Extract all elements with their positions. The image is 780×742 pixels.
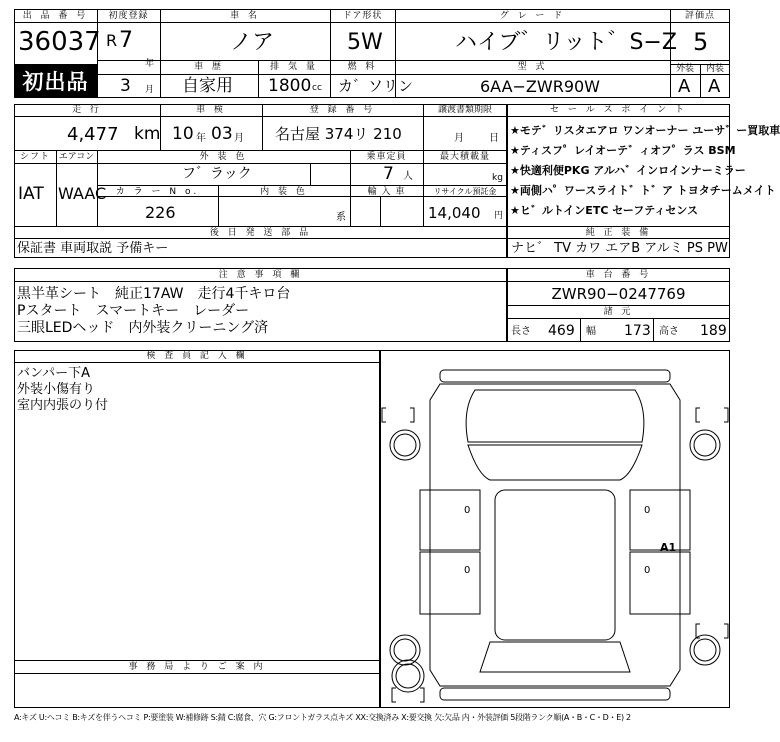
model-name-label: 車 名 [230, 11, 260, 21]
stock-no-label: 出 品 番 号 [22, 11, 89, 21]
car-outline-diagram [380, 350, 730, 708]
left-rear-door [420, 552, 480, 614]
reg-year: 7 [119, 28, 133, 53]
inspector-line-3: 室内内張のり付 [17, 398, 109, 413]
capacity-label: 乗車定員 [366, 152, 407, 162]
front-bumper [440, 370, 670, 382]
chassis-label: 車 台 番 号 [585, 270, 652, 280]
recycle-amount: 14,040 [428, 204, 481, 222]
note-line-1: 黒半革シート 純正17AW 走行4千キロ台 [17, 286, 291, 302]
color-no: 226 [145, 203, 176, 222]
ext-color: フ゛ラック [182, 166, 252, 182]
stock-no: 36037 [18, 27, 101, 57]
dims-label: 諸 元 [603, 307, 634, 317]
int-color-unit: 系 [336, 212, 346, 223]
interior-label: 内装 [705, 64, 724, 74]
first-listing-badge: 初出品 [14, 64, 97, 98]
fuel-label: 燃 料 [347, 62, 378, 72]
aircon: WAAC [58, 184, 107, 203]
width: 173 [624, 323, 651, 339]
recycle-unit: 円 [494, 211, 504, 221]
inspector-label: 検 査 員 記 入 欄 [146, 351, 248, 361]
load-unit: kg [492, 173, 503, 183]
height: 189 [700, 323, 727, 339]
plate: 名古屋 374リ 210 [275, 125, 402, 143]
right-rear-door [630, 552, 690, 614]
rear-bumper [440, 688, 670, 700]
cc-unit: cc [312, 83, 322, 93]
mark-right-rear-door-extra: A1 [660, 541, 677, 554]
shift: IAT [18, 184, 44, 204]
note-line-2: Pスタート スマートキー レーダー [17, 303, 250, 319]
reg-month-unit: 月 [145, 85, 155, 95]
door-type: 5W [347, 30, 383, 55]
inspector-line-2: 外装小傷有り [17, 382, 96, 397]
deadline-month-unit: 月 [454, 133, 464, 144]
recycle-label: リサイクル預託金 [433, 187, 497, 196]
reg-era: R [106, 31, 118, 50]
mileage: 4,477 [67, 124, 119, 145]
inspector-line-1: バンパー下A [17, 366, 90, 381]
first-reg-label: 初度登録 [108, 11, 149, 21]
sales-point-1: ★モテ゛リスタエアロ ワンオーナー ユーサ゛ー買取車 [510, 124, 780, 137]
exterior-label: 外装 [675, 64, 694, 74]
mark-left-front-door: 0 [464, 505, 471, 516]
hood [466, 390, 644, 442]
model-name: ノア [230, 30, 275, 55]
genuine-label: 純 正 装 備 [585, 228, 652, 238]
left-front-door [420, 490, 480, 550]
insp-year-unit: 年 [196, 133, 206, 144]
sales-point-5: ★ヒ゛ルトインETC セーフティセンス [510, 204, 699, 217]
length-label: 長さ [511, 326, 531, 337]
model-code: 6AA−ZWR90W [480, 77, 600, 96]
plate-label: 登 録 番 号 [309, 105, 376, 115]
mark-right-rear-door: 0 [644, 565, 651, 576]
displacement-label: 排 気 量 [270, 62, 318, 72]
transfer-deadline-label: 譲渡書類期限 [437, 105, 492, 115]
mark-left-rear-door: 0 [464, 565, 471, 576]
chassis-number: ZWR90−0247769 [551, 285, 686, 303]
aircon-label: エアコン [58, 152, 95, 162]
capacity-unit: 人 [403, 171, 413, 182]
reg-month: 3 [120, 76, 131, 96]
car-body-outline [430, 384, 680, 686]
score-label: 評価点 [684, 11, 715, 21]
windshield [468, 445, 642, 480]
color-no-label: カ ラ ー N o. [115, 187, 200, 197]
roof [495, 490, 615, 640]
rear-glass [480, 642, 630, 672]
sales-point-4: ★両側ハ゜ワースライト゛ト゛ア トヨタチームメイト [510, 184, 776, 197]
later-parts: 保証書 車両取説 予備キー [17, 241, 169, 256]
shift-label: シフト [19, 152, 50, 162]
door-label: ドア形状 [342, 11, 383, 21]
exterior-grade: A [678, 76, 691, 97]
note-line-3: 三眼LEDヘッド 内外装クリーニング済 [17, 320, 269, 336]
sales-points-label: セ ー ル ス ポ イ ン ト [549, 105, 688, 115]
width-label: 幅 [586, 326, 596, 337]
model-code-label: 型 式 [517, 62, 548, 72]
insp-month: 03 [211, 124, 233, 144]
ext-color-label: 外 装 色 [199, 152, 248, 162]
mileage-label: 走 行 [72, 105, 102, 115]
mark-right-front-door: 0 [644, 505, 651, 516]
fuel: カ゛ソリン [338, 77, 414, 95]
score: 5 [693, 28, 709, 56]
deadline-day-unit: 日 [489, 133, 499, 144]
interior-grade: A [708, 76, 721, 97]
mileage-unit: km [134, 124, 161, 144]
grade: ハイブ゛リット゛S−Z [455, 30, 677, 55]
insp-year: 10 [172, 124, 194, 144]
grade-label: グ レ ー ド [499, 11, 566, 21]
later-parts-label: 後 日 発 送 部 品 [209, 228, 312, 238]
import-label: 輸 入 車 [367, 187, 406, 197]
office-label: 事 務 局 よ り ご 案 内 [128, 662, 266, 672]
max-load-label: 最大積載量 [439, 152, 490, 162]
height-label: 高さ [659, 326, 679, 337]
insp-month-unit: 月 [234, 133, 244, 144]
notes-label: 注 意 事 項 欄 [218, 270, 303, 280]
inspection-label: 車 検 [196, 105, 226, 115]
int-color-label: 内 装 色 [260, 187, 308, 197]
genuine-equipment: ナヒ゛ TV カワ エアB アルミ PS PW [511, 241, 728, 256]
sales-point-2: ★ティスフ゜レイオーテ゛ィオフ゜ラス BSM [510, 144, 736, 157]
length: 469 [548, 323, 575, 339]
sales-point-3: ★快適利便PKG アルハ゛インロインナーミラー [510, 164, 746, 177]
displacement: 1800 [268, 76, 312, 96]
history-label: 車 歴 [194, 62, 224, 72]
capacity: 7 [383, 164, 394, 184]
legend: A:キズ U:ヘコミ B:キズを伴うヘコミ P:要塗装 W:補修跡 S:錆 C:腐食、穴 G:フロントガラス点キズ XX:交換済み X:要交換 欠:欠品 内・外装評価 5段階ランク順(A・B・C・D・E) 2 [14, 713, 631, 722]
reg-year-unit: 年 [145, 59, 155, 69]
history: 自家用 [182, 76, 233, 96]
